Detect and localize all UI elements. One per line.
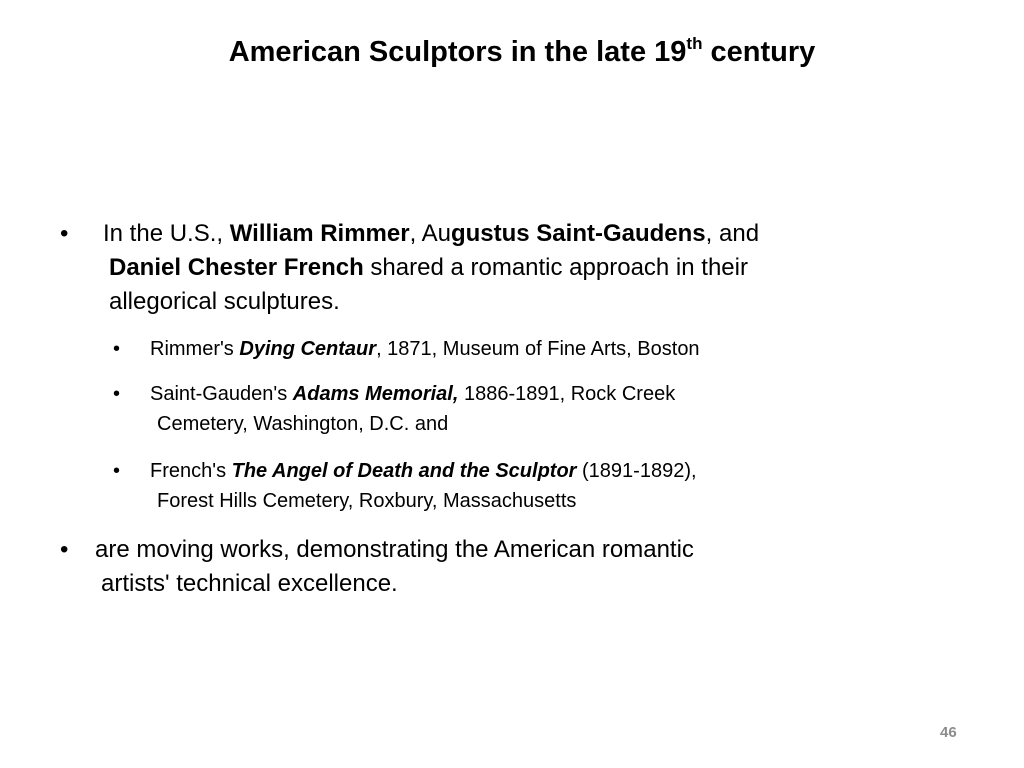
text-run: Saint-Gauden's <box>150 383 293 405</box>
artwork-title: The Angel of Death and the Sculptor <box>231 460 577 482</box>
bullet-line <box>95 533 694 567</box>
artwork-title: Adams Memorial, <box>292 383 459 405</box>
text-run: Forest Hills Cemetery, Roxbury, Massachusetts <box>157 490 577 512</box>
text-run: , and <box>705 220 760 247</box>
artwork-title: Dying Centaur <box>239 338 377 360</box>
text-run: , Au <box>409 220 451 247</box>
text-run: are moving works, demonstrating the American romantic <box>95 536 694 563</box>
text-run: allegorical sculptures. <box>109 288 340 315</box>
text-run: Rimmer's <box>150 338 240 360</box>
artist-name: Daniel Chester French <box>109 254 364 281</box>
bullet-line <box>101 567 398 601</box>
bullet-dot: • <box>113 338 121 360</box>
text-run: Cemetery, Washington, D.C. and <box>157 413 449 435</box>
bullet-line <box>109 285 340 319</box>
text-run: shared a romantic approach in their <box>363 254 748 281</box>
bullet-line <box>150 456 697 486</box>
text-run: In the U.S., <box>103 220 230 247</box>
title-superscript: th <box>686 34 703 53</box>
text-run: artists' technical excellence. <box>101 570 398 597</box>
artist-name: William Rimmer <box>229 220 410 247</box>
title-text-end: century <box>702 36 816 68</box>
bullet-line <box>157 486 576 516</box>
text-run: (1891-1892), <box>576 460 697 482</box>
text-run: , 1871, Museum of Fine Arts, Boston <box>376 338 700 360</box>
bullet-dot: • <box>60 536 69 563</box>
slide-title <box>0 34 1024 70</box>
bullet-line <box>150 379 675 409</box>
bullet-line <box>150 334 700 364</box>
page-number: 46 <box>940 724 957 741</box>
bullet-line <box>109 251 748 285</box>
bullet-dot: • <box>60 220 69 247</box>
artist-name: gustus Saint-Gaudens <box>450 220 706 247</box>
text-run: French's <box>150 460 232 482</box>
bullet-line <box>103 217 759 251</box>
bullet-line <box>157 409 448 439</box>
bullet-dot: • <box>113 460 121 482</box>
text-run: 1886-1891, Rock Creek <box>458 383 676 405</box>
bullet-dot: • <box>113 383 121 405</box>
title-text: American Sculptors in the late 19 <box>228 36 687 68</box>
